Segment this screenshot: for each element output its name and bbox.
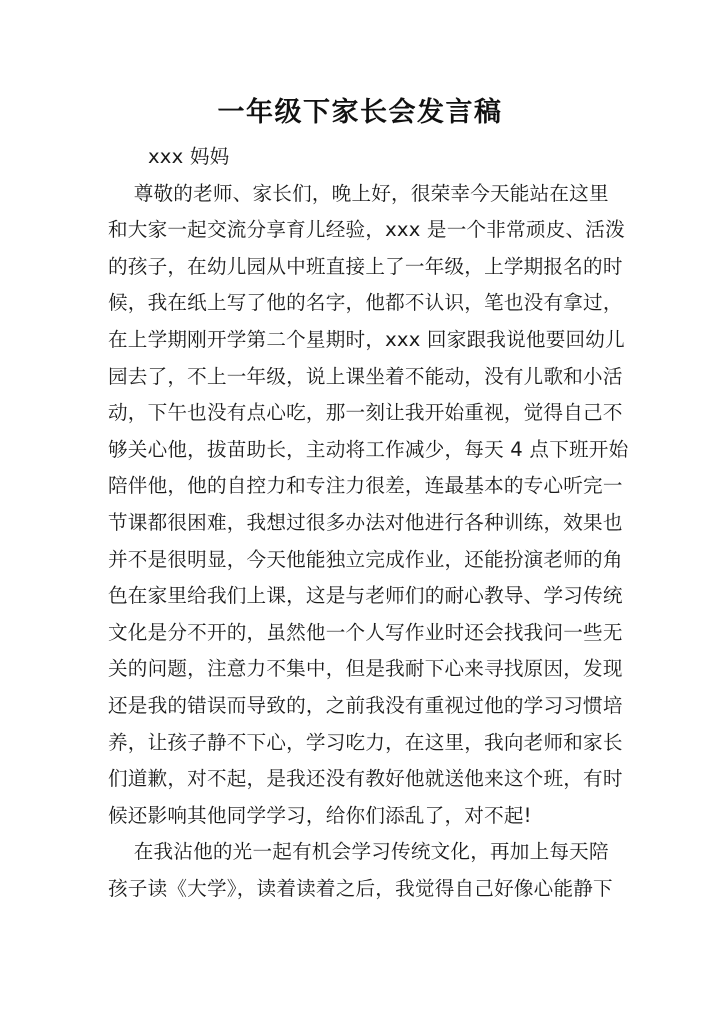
body-line: 尊敬的老师、家长们，晚上好，很荣幸今天能站在这里 — [108, 181, 609, 205]
body-line: 关的问题，注意力不集中，但是我耐下心来寻找原因，发现 — [108, 657, 623, 681]
body-line: 和大家一起交流分享育儿经验，xxx 是一个非常顽皮、活泼 — [108, 218, 625, 242]
body-line: 在我沾他的光一起有机会学习传统文化，再加上每天陪 — [108, 840, 609, 864]
body-line: 并不是很明显，今天他能独立完成作业，还能扮演老师的角 — [108, 547, 623, 571]
body-line: 在上学期刚开学第二个星期时，xxx 回家跟我说他要回幼儿 — [108, 327, 625, 351]
body-line: 养，让孩子静不下心，学习吃力，在这里，我向老师和家长 — [108, 730, 623, 754]
body-line: 孩子读《大学》，读着读着之后，我觉得自己好像心能静下 — [108, 876, 613, 900]
body-line: 候还影响其他同学学习，给你们添乱了，对不起! — [108, 803, 532, 827]
body-line: 还是我的错误而导致的，之前我没有重视过他的学习习惯培 — [108, 693, 623, 717]
byline: xxx 妈妈 — [148, 145, 230, 168]
body-line: 的孩子，在幼儿园从中班直接上了一年级，上学期报名的时 — [108, 254, 623, 278]
body-line: 节课都很困难，我想过很多办法对他进行各种训练，效果也 — [108, 510, 623, 534]
body-line: 候，我在纸上写了他的名字，他都不认识，笔也没有拿过， — [108, 291, 623, 315]
page-title: 一年级下家长会发言稿 — [217, 97, 503, 129]
body-line: 文化是分不开的，虽然他一个人写作业时还会找我问一些无 — [108, 620, 623, 644]
body-line: 们道歉，对不起，是我还没有教好他就送他来这个班，有时 — [108, 767, 623, 791]
body-line: 陪伴他，他的自控力和专注力很差，连最基本的专心听完一 — [108, 474, 623, 498]
body-line: 动，下午也没有点心吃，那一刻让我开始重视，觉得自己不 — [108, 401, 623, 425]
body-line: 园去了，不上一年级，说上课坐着不能动，没有儿歌和小活 — [108, 364, 623, 388]
body-line: 够关心他，拔苗助长，主动将工作减少，每天 4 点下班开始 — [108, 437, 629, 461]
document-body — [108, 139, 629, 907]
body-line: 色在家里给我们上课，这是与老师们的耐心教导、学习传统 — [108, 584, 623, 608]
